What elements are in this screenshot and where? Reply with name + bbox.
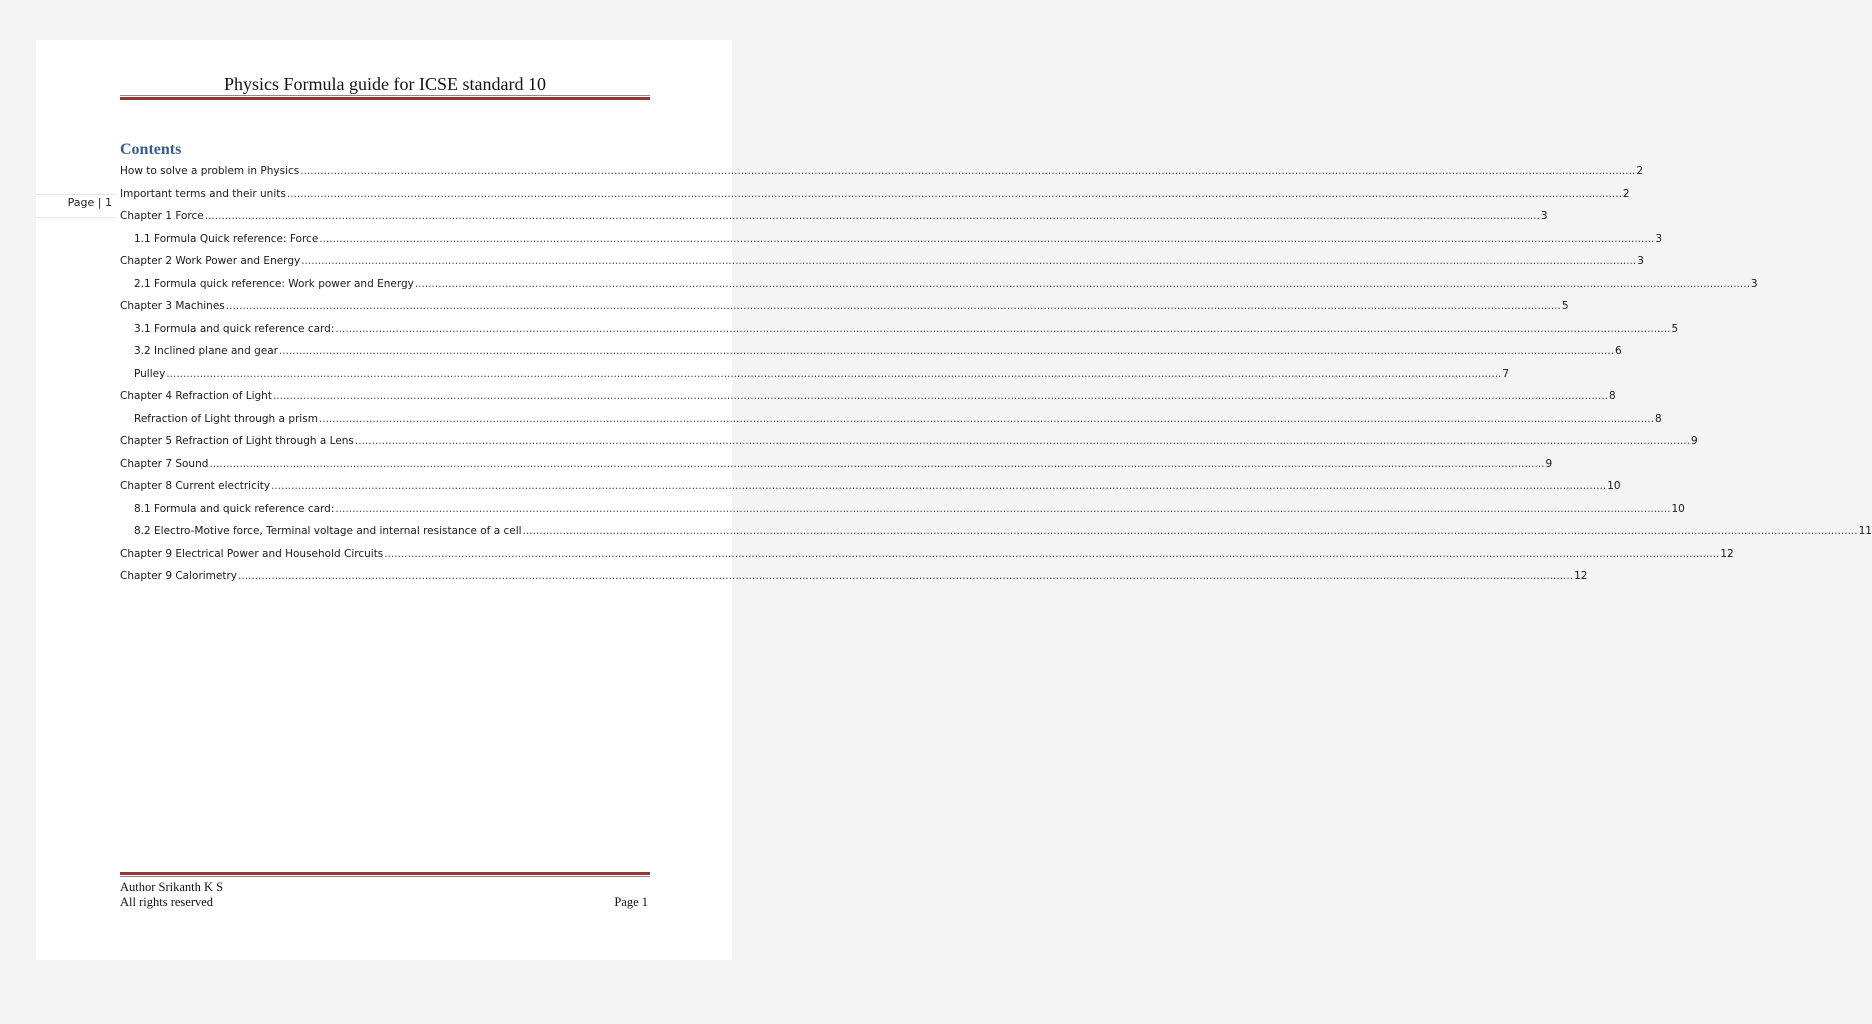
- toc-entry-title: 1.1 Formula Quick reference: Force: [134, 232, 319, 245]
- toc-dot-leader: ................................................................................................................................................................................................................................................................................................................................................................................................................: [319, 232, 1655, 245]
- toc-entry[interactable]: [120, 250, 1644, 273]
- toc-dot-leader: ................................................................................................................................................................................................................................................................................................................................................................................................................: [238, 570, 1574, 582]
- toc-entry-title: 3.2 Inclined plane and gear: [134, 345, 278, 357]
- toc-entry-title: Pulley: [134, 367, 166, 380]
- toc-entry[interactable]: [120, 453, 1553, 476]
- footer-rights: All rights reserved: [120, 895, 214, 909]
- toc-entry[interactable]: [120, 160, 1643, 183]
- toc-entry-page: 10: [1671, 502, 1685, 515]
- toc-entry-title: 8.1 Formula and quick reference card:: [134, 502, 335, 515]
- toc-dot-leader: ................................................................................................................................................................................................................................................................................................................................................................................................................: [354, 435, 1690, 447]
- toc-dot-leader: ................................................................................................................................................................................................................................................................................................................................................................................................................: [271, 480, 1607, 492]
- contents-heading: Contents: [120, 141, 182, 158]
- page-side-label: Page | 1: [67, 196, 112, 209]
- footer-rule-thick: [120, 872, 650, 875]
- toc-dot-leader: ................................................................................................................................................................................................................................................................................................................................................................................................................: [225, 300, 1561, 312]
- toc-entry[interactable]: [120, 273, 1758, 296]
- toc-entry-page: 2: [1636, 165, 1643, 177]
- toc-entry[interactable]: [120, 183, 1630, 206]
- toc-entry[interactable]: [120, 295, 1569, 318]
- toc-entry-page: 3: [1655, 232, 1663, 245]
- toc-entry-title: Chapter 4 Refraction of Light: [120, 390, 272, 402]
- toc-entry-title: Chapter 9 Calorimetry: [120, 570, 238, 582]
- toc-entry[interactable]: [120, 475, 1621, 498]
- toc-entry-page: 9: [1690, 435, 1698, 447]
- table-of-contents: [120, 160, 1872, 588]
- toc-dot-leader: ................................................................................................................................................................................................................................................................................................................................................................................................................: [318, 412, 1654, 425]
- toc-entry-title: 8.2 Electro-Motive force, Terminal voltage and internal resistance of a cell: [134, 525, 522, 537]
- toc-entry[interactable]: [120, 340, 1622, 363]
- toc-entry[interactable]: [120, 565, 1588, 588]
- toc-entry-page: 7: [1502, 367, 1510, 380]
- toc-dot-leader: ................................................................................................................................................................................................................................................................................................................................................................................................................: [522, 525, 1858, 537]
- toc-entry-page: 11: [1858, 525, 1872, 537]
- toc-dot-leader: ................................................................................................................................................................................................................................................................................................................................................................................................................: [209, 457, 1545, 470]
- toc-entry-page: 2: [1622, 187, 1630, 200]
- toc-entry-title: Chapter 8 Current electricity: [120, 480, 271, 492]
- toc-entry-title: Chapter 2 Work Power and Energy: [120, 255, 301, 267]
- toc-entry-page: 9: [1545, 457, 1553, 470]
- toc-entry[interactable]: [120, 363, 1510, 386]
- toc-entry-title: Chapter 3 Machines: [120, 300, 225, 312]
- toc-dot-leader: ................................................................................................................................................................................................................................................................................................................................................................................................................: [335, 322, 1671, 335]
- toc-entry[interactable]: [120, 228, 1663, 251]
- toc-entry[interactable]: [120, 520, 1872, 543]
- toc-entry-title: Chapter 1 Force: [120, 210, 204, 222]
- toc-dot-leader: ................................................................................................................................................................................................................................................................................................................................................................................................................: [384, 547, 1720, 560]
- toc-entry-title: Chapter 9 Electrical Power and Household Circuits: [120, 547, 384, 560]
- toc-entry-title: Chapter 7 Sound: [120, 457, 209, 470]
- toc-entry-page: 3: [1750, 277, 1758, 290]
- toc-entry-title: Refraction of Light through a prism: [134, 412, 318, 425]
- header-rule-thick: [120, 97, 650, 100]
- footer-rule-thin: [120, 876, 650, 877]
- toc-dot-leader: ................................................................................................................................................................................................................................................................................................................................................................................................................: [335, 502, 1671, 515]
- toc-entry-page: 5: [1561, 300, 1569, 312]
- toc-dot-leader: ................................................................................................................................................................................................................................................................................................................................................................................................................: [301, 255, 1637, 267]
- toc-entry-title: 3.1 Formula and quick reference card:: [134, 322, 335, 335]
- toc-entry-page: 12: [1574, 570, 1588, 582]
- toc-entry-title: How to solve a problem in Physics: [120, 165, 300, 177]
- toc-entry-page: 8: [1654, 412, 1662, 425]
- toc-dot-leader: ................................................................................................................................................................................................................................................................................................................................................................................................................: [278, 345, 1615, 357]
- toc-entry-title: Important terms and their units: [120, 187, 286, 200]
- toc-entry-title: Chapter 5 Refraction of Light through a Lens: [120, 435, 354, 447]
- toc-entry[interactable]: [120, 318, 1679, 341]
- toc-entry[interactable]: [120, 385, 1616, 408]
- toc-dot-leader: ................................................................................................................................................................................................................................................................................................................................................................................................................: [166, 367, 1502, 380]
- toc-dot-leader: ................................................................................................................................................................................................................................................................................................................................................................................................................: [272, 390, 1609, 402]
- toc-dot-leader: ................................................................................................................................................................................................................................................................................................................................................................................................................: [204, 210, 1540, 222]
- toc-entry[interactable]: [120, 543, 1734, 566]
- toc-entry[interactable]: [120, 498, 1685, 521]
- toc-entry-page: 12: [1720, 547, 1734, 560]
- toc-entry-page: 5: [1671, 322, 1679, 335]
- toc-entry-page: 8: [1609, 390, 1616, 402]
- toc-entry-page: 6: [1615, 345, 1622, 357]
- toc-entry-page: 10: [1607, 480, 1621, 492]
- toc-entry[interactable]: [120, 408, 1662, 431]
- header-rule-thin: [120, 95, 650, 96]
- header-title: Physics Formula guide for ICSE standard 10: [224, 74, 546, 94]
- toc-entry-page: 3: [1637, 255, 1644, 267]
- footer-page-number: Page 1: [614, 895, 648, 909]
- toc-entry[interactable]: [120, 430, 1698, 453]
- toc-entry[interactable]: [120, 205, 1548, 228]
- toc-dot-leader: ................................................................................................................................................................................................................................................................................................................................................................................................................: [286, 187, 1622, 200]
- toc-dot-leader: ................................................................................................................................................................................................................................................................................................................................................................................................................: [414, 277, 1750, 290]
- toc-dot-leader: ................................................................................................................................................................................................................................................................................................................................................................................................................: [300, 165, 1636, 177]
- footer-author: Author Srikanth K S: [120, 880, 224, 894]
- toc-entry-title: 2.1 Formula quick reference: Work power and Energy: [134, 277, 414, 290]
- toc-entry-page: 3: [1540, 210, 1548, 222]
